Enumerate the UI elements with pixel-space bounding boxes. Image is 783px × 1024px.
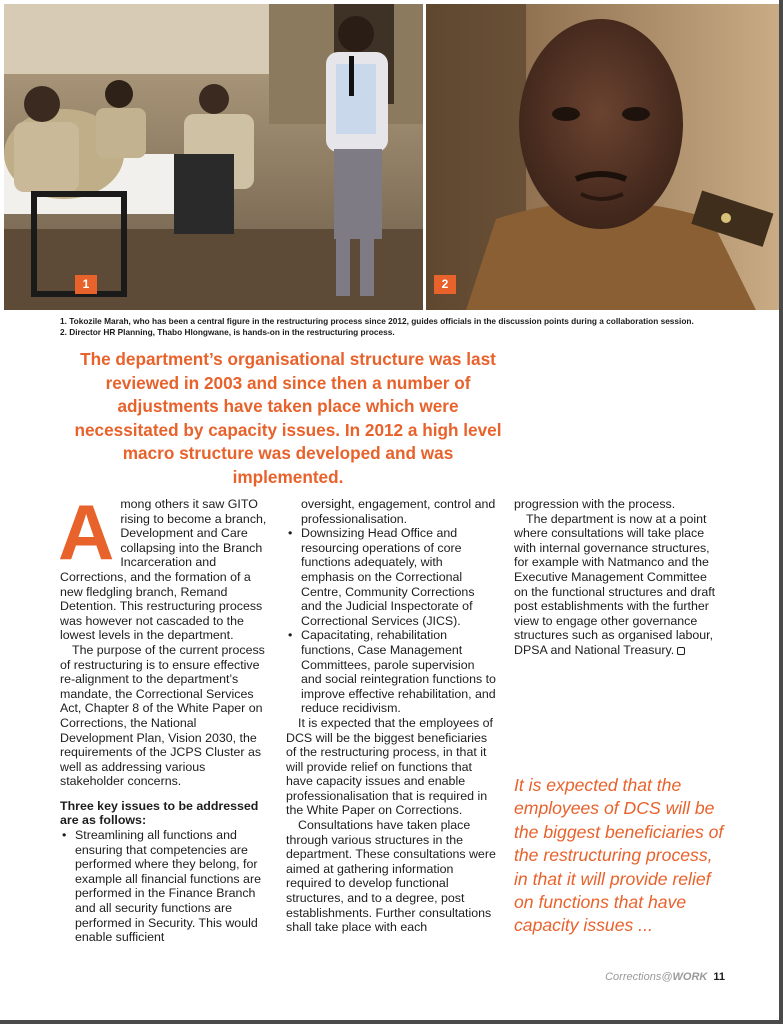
photo-caption-2: 2. Director HR Planning, Thabo Hlongwane, is hands-on in the restructuring process.	[60, 327, 395, 337]
photo-collaboration-session	[4, 4, 423, 310]
photo-caption-1: 1. Tokozile Marah, who has been a central figure in the restructuring process since 2012, guides officials in the discussion points during a collaboration session.	[60, 316, 694, 326]
paragraph-governance: The department is now at a point where consultations will take place with internal governance structures, for example with Natmanco and the Executive Management Committee on the functional structures and draft post establishments with the further view to engage other governance structures such as organised labour, DPSA and National Treasury.	[514, 511, 716, 657]
section-heading-key-issues: Three key issues to be addressed are as follows:	[60, 798, 259, 828]
photo-number-badge-2: 2	[434, 275, 456, 294]
paragraph-purpose: The purpose of the current process of restructuring is to ensure effective re-alignment to the department’s mandate, the Correctional Services Act, Chapter 8 of the White Paper on Corrections, the National Development Plan, Vision 2030, the requirements of the JCPS Cluster as well as addressing various stakeholder concerns.	[60, 642, 265, 789]
drop-cap: A	[58, 488, 115, 576]
bullet-streamlining: • Streamlining all functions and ensuring that competencies are performed where they belong, for example all financial functions are performed in the Finance Branch and all security functions are performed in Security. This would enable sufficient	[60, 828, 269, 945]
photo-portrait-director	[426, 4, 779, 310]
magazine-name: Corrections@WORK	[605, 971, 708, 983]
paragraph-continuation: progression with the process.	[514, 497, 676, 511]
page-number: 11	[713, 971, 725, 983]
pull-quote-headline: The department’s organisational structure was last reviewed in 2003 and since then a number of adjustments have taken place which were necessitated by capacity issues. In 2012 a high level macro structure was developed and was implemented.	[74, 349, 502, 487]
bullet-downsizing: • Downsizing Head Office and resourcing operations of core functions adequately, with emphasis on the Correctional Centre, Community Corrections and the Judicial Inspectorate of Correctional Services (JICS).	[286, 526, 496, 628]
photo-collaboration-illustration	[4, 4, 423, 310]
end-of-article-icon	[677, 647, 685, 655]
intro-paragraph: Among others it saw GITO rising to become a branch, Development and Care collapsing into the Branch Incarceration and Corrections, and the formation of a new fledgling branch, Remand Detention. This restructuring process was however not cascaded to the lowest levels in the department.	[58, 488, 267, 643]
side-pull-quote: It is expected that the employees of DCS will be the biggest beneficiaries of the restructuring process, in that it will provide relief on functions that have capacity issues ...	[514, 775, 724, 936]
bullet-continuation: oversight, engagement, control and professionalisation.	[301, 497, 496, 526]
bullet-capacitating: • Capacitating, rehabilitation functions, Case Management Committees, parole supervision and social reintegration functions to improve effective rehabilitation, and reduce recidivism.	[286, 628, 496, 716]
article-column-2	[286, 497, 496, 935]
paragraph-consultations: Consultations have taken place through various structures in the department. These consultations were aimed at gathering information required to develop functional structures, and to a degree, post establishments. Further consultations shall take place with each	[286, 818, 496, 935]
photo-number-badge-1: 1	[75, 275, 97, 294]
article-column-3	[514, 497, 724, 658]
article-column-1	[58, 488, 269, 945]
photo-portrait-illustration	[426, 4, 779, 310]
paragraph-beneficiaries: It is expected that the employees of DCS will be the biggest beneficiaries of the restructuring process, in that it will provide relief on functions that have capacity issues and enable professionalisation that is required in the White Paper on Corrections.	[286, 715, 493, 818]
page-footer	[605, 971, 725, 983]
